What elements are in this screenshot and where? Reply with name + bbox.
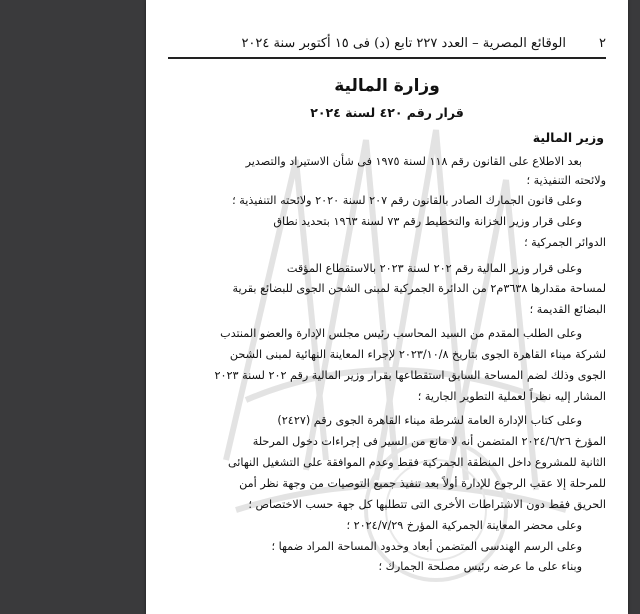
body-line: وعلى كتاب الإدارة العامة لشرطة ميناء القاهرة الجوى رقم (٢٤٢٧) [277,414,582,427]
header-rule [168,57,606,59]
minister-heading: وزير المالية [532,130,604,145]
body-line: وعلى قرار وزير المالية رقم ٢٠٢ لسنة ٢٠٢٣ بالاستقطاع المؤقت [286,262,582,275]
body-line: المشار إليه نظراً لعملية التطوير الجارية ؛ [417,390,606,403]
body-line: وبناء على ما عرضه رئيس مصلحة الجمارك ؛ [378,560,582,573]
body-line: الثانية للمشروع داخل المنطقة الجمركية فقط وعدم الموافقة على التشغيل النهائى [227,456,606,469]
body-line: وعلى محضر المعاينة الجمركية المؤرخ ٢٠٢٤/٧/٢٩ ؛ [346,519,582,532]
body-line: المؤرخ ٢٠٢٤/٦/٢٦ المتضمن أنه لا مانع من السير فى إجراءات دخول المرحلة [252,435,606,448]
document-page [146,0,628,614]
watermark-seal [186,40,606,600]
body-line: البضائع القديمة ؛ [529,303,606,316]
body-line: لشركة ميناء القاهرة الجوى بتاريخ ٢٠٢٣/١٠/٨ لإجراء المعاينة النهائية لمبنى الشحن [229,348,606,361]
body-line: الجوى وذلك لضم المساحة السابق استقطاعها بقرار وزير المالية رقم ٢٠٢ لسنة ٢٠٢٣ [214,369,606,382]
running-header [170,36,606,56]
ministry-title: وزارة المالية [334,76,440,96]
body-line: وعلى الرسم الهندسى المتضمن أبعاد وحدود المساحة المراد ضمها ؛ [271,540,582,553]
body-line: وعلى الطلب المقدم من السيد المحاسب رئيس مجلس الإدارة والعضو المنتدب [220,327,582,340]
body-line: وعلى قانون الجمارك الصادر بالقانون رقم ٢٠٧ لسنة ٢٠٢٠ ولائحته التنفيذية ؛ [232,194,582,207]
page-number: ٢ [599,36,606,51]
body-line: وعلى قرار وزير الخزانة والتخطيط رقم ٧٣ لسنة ١٩٦٣ بتحديد نطاق [273,215,582,228]
decree-title: قرار رقم ٤٢٠ لسنة ٢٠٢٤ [310,105,464,120]
body-line: الحريق فقط دون الاشتراطات الأخرى التى تتطلبها كل جهة حسب الاختصاص ؛ [248,498,606,511]
body-line: لمساحة مقدارها ٣٦٣٨م٢ من الدائرة الجمركية لمبنى الشحن الجوى للبضائع بقرية [232,282,606,295]
body-line: ولائحته التنفيذية ؛ [526,174,606,187]
running-title: الوقائع المصرية – العدد ٢٢٧ تابع (د) فى ١٥ أكتوبر سنة ٢٠٢٤ [241,36,566,51]
body-line: الدوائر الجمركية ؛ [524,236,606,249]
body-line: للمرحلة إلا عقب الرجوع للإدارة أولاً بعد تنفيذ جميع التوصيات من وجهة نظر أمن [239,477,606,490]
body-line: بعد الاطلاع على القانون رقم ١١٨ لسنة ١٩٧٥ فى شأن الاستيراد والتصدير [245,155,582,168]
